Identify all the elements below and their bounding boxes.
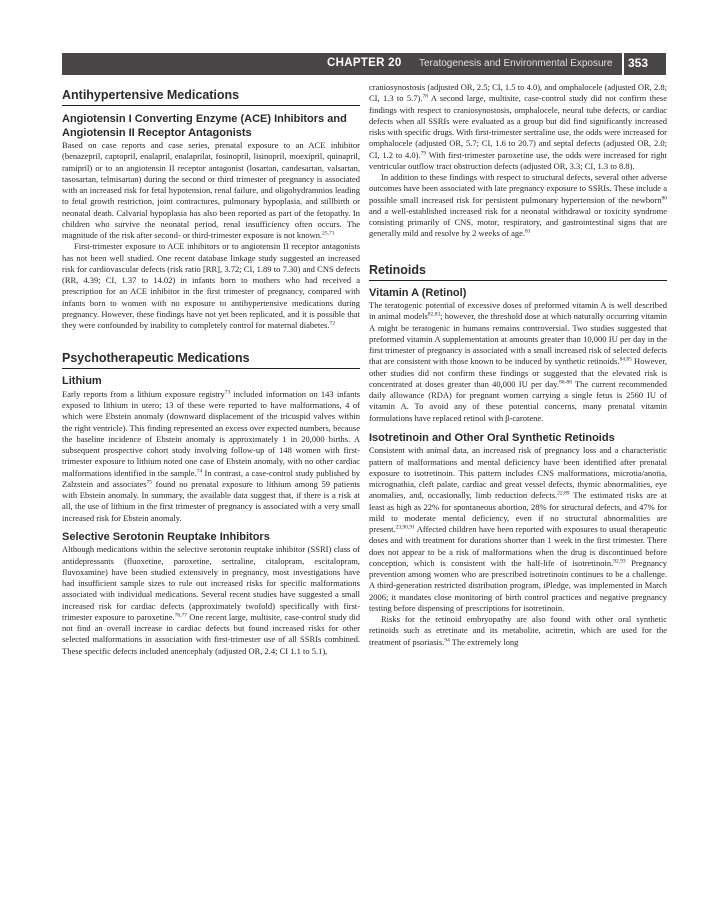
citation: 25,71 <box>322 230 335 237</box>
chapter-label: CHAPTER 20 <box>327 57 402 69</box>
paragraph: Risks for the retinoid embryopathy are also found with other oral synthetic retinoids such as etretinate and its metabolite, acitretin, which are used for the treatment of psoriasis.$^{94}$ The extremely long <box>369 614 667 647</box>
chapter-title: Teratogenesis and Environmental Exposure <box>419 58 613 69</box>
paragraph: In addition to these findings with respect to structural defects, several other adverse outcomes have been associated with late pregnancy exposure to SSRIs. These include a possible small increased risk for persistent pulmonary hypertension of the newborn$^{80}$ and a well-established increased risk for a neonatal withdrawal or toxicity syndrome consisting primarily of CNS, motor, respiratory, and gastrointestinal signs that are generally mild and resolve by 2 weeks of age.$^{81}$ <box>369 172 667 239</box>
subheading-ssri: Selective Serotonin Reuptake Inhibitors <box>62 530 270 543</box>
subheading-lithium: Lithium <box>62 375 102 388</box>
header-divider <box>622 53 624 75</box>
paragraph: Consistent with animal data, an increased risk of pregnancy loss and a characteristic pattern of malformations and mental deficiency have been identified after prenatal exposure to isotretinoin. This pattern includes CNS malformations, microtia/anotia, micrognathia, cleft palate, cardiac and great vessel defects, thymic abnormalities, eye anomalies, and, occasionally, limb reduction defects.$^{22,89}$ The estimated risks are at least as high as 22% for spontaneous abortion, 28% for structural defects, and 47% for mild to moderate mental deficiency, even if no structural abnormalities are present.$^{23,90,91}$ Affected children have been reported with exposures to usual therapeutic doses and with treatment for durations shorter than 1 week in the first trimester. There does not appear to be a risk of malformations when the drug is discontinued before conception, which is consistent with the half-life of isotretinoin.$^{92,93}$ Pregnancy prevention among women who are prescribed isotretinoin continues to be a challenge. A third-generation restricted distribution program, iPledge, was implemented in March 2006; it mandates close monitoring of birth control practices and negative pregnancy testing before dispensing of prescriptions for isotretinoin. <box>369 445 667 613</box>
section-heading-antihypertensive: Antihypertensive Medications <box>62 87 360 106</box>
page-number: 353 <box>628 56 649 70</box>
paragraph: Based on case reports and case series, prenatal exposure to an ACE inhibitor (benazepril, captopril, enalapril, enalaprilat, fosinopril, lisinopril, moexipril, quinapril, ramipril) or to an angiotensin II receptor antagonist (losartan, candesartan, valsartan, tasosartan, telmisartan) during the second or third trimester of pregnancy is associated with an increased risk for fetal hypotension, renal failure, and oligohydramnios leading to fetal growth restriction, joint contractures, pulmonary hypoplasia, and stillbirth or neonatal death. Calvarial hypoplasia has also been reported as part of the fetopathy. In children who survive the neonatal period, renal insufficiency often occurs. The magnitude of the risk after second- or third-trimester exposure is not known.$^{25,71}$ <box>62 140 360 240</box>
paragraph: Although medications within the selective serotonin reuptake inhibitor (SSRI) class of antidepressants (fluoxetine, paroxetine, sertraline, citalopram, escitalopram, fluvoxamine) have been studied extensively in pregnancy, most investigations have had insufficient sample sizes to rule out increased risks for specific malformations associated with individual medications. Several recent studies have suggested a small increased risk for cardiac defects (approximately twofold) specifically with first-trimester exposure to paroxetine.$^{76,77}$ One recent large, multisite, case-control study did not find an overall increase in cardiac defects but found increased risks for other selected malformations in association with first-trimester use of all SSRIs combined. These specific defects included anencephaly (adjusted OR, 2.4; CI 1.1 to 5.1), <box>62 544 360 656</box>
subheading-ace-inhibitors: Angiotensin I Converting Enzyme (ACE) Inhibitors and Angiotensin II Receptor Antagonists <box>62 113 347 139</box>
right-column <box>369 82 667 648</box>
paragraph: The teratogenic potential of excessive doses of preformed vitamin A is well described in animal models$^{82,83}$; however, the threshold dose at which naturally occurring vitamin A might be teratogenic in humans remains controversial. Two studies suggested that preformed vitamin A supplementation at amounts greater than 10,000 IU per day in the first trimester of pregnancy is associated with a small increased risk of selected defects that are consistent with those known to be induced by synthetic retinoids.$^{84,85}$ However, other studies did not confirm these findings or suggested that the elevated risk is concentrated at doses greater than 40,000 IU per day.$^{86-88}$ The current recommended daily allowance (RDA) for pregnant women carrying a single fetus is 2560 IU of vitamin A. To avoid any of these potential concerns, many prenatal vitamin formulations have replaced retinol with β-carotene. <box>369 300 667 423</box>
left-column <box>62 82 360 657</box>
citation: 72 <box>329 320 335 327</box>
paragraph: First-trimester exposure to ACE inhibitors or to angiotensin II receptor antagonists has not been well studied. One recent database linkage study suggested an increased risk for cardiovascular defects (risk ratio [RR], 3.72; CI, 1.89 to 7.30) and CNS defects (RR, 4.39; CI, 1.37 to 14.02) in infants born to mothers who had received a prescription for an ACE inhibitor in the first trimester of pregnancy, compared with infants born to women with no exposure to antihypertensive medications during pregnancy. However, these findings have not yet been replicated, and it is possible that they were confounded by inability to completely control for maternal diabetes.$^{72}$ <box>62 241 360 330</box>
section-heading-retinoids: Retinoids <box>369 262 667 281</box>
paragraph: Early reports from a lithium exposure registry$^{73}$ included information on 143 infants exposed to lithium in utero; 13 of these were reported to have malformations, 4 of which were Ebstein anomaly (downward displacement of the tricuspid valves within the right ventricle). This finding represented an excess over expected numbers, because the baseline incidence of Ebstein anomaly is approximately 1 in 20,000 births. A subsequent prospective cohort study involving follow-up of 148 women with first-trimester exposure to lithium noted one case of Ebstein anomaly, with no other cardiac malformations identified in the sample.$^{74}$ In contrast, a case-control study published by Zalzstein and associates$^{75}$ found no prenatal exposure to lithium among 59 patients with Ebstein anomaly. In summary, the available data suggest that, if there is a risk at all, the use of lithium in the first trimester of pregnancy is associated with a very small increased risk for Ebstein anomaly. <box>62 388 360 523</box>
paragraph: craniosynostosis (adjusted OR, 2.5; CI, 1.5 to 4.0), and omphalocele (adjusted OR, 2.8; CI, 1.3 to 5.7).$^{78}$ A second large, multisite, case-control study did not confirm these findings with respect to craniosynostosis, omphalocele, neural tube defects, or cardiac defects when all SSRIs were evaluated as a group but did find significantly increased risks with specific drugs. With first-trimester sertraline use, the odds were increased for omphalocele (adjusted OR, 5.7; CI, 1.6 to 20.7) and septal defects (adjusted OR, 2.0; CI, 1.2 to 4.0).$^{79}$ With first-trimester paroxetine use, the odds were increased for right ventricular outflow tract obstruction defects (adjusted OR, 3.3; CI, 1.3 to 8.8). <box>369 82 667 171</box>
section-heading-psychotherapeutic: Psychotherapeutic Medications <box>62 350 360 369</box>
subheading-isotretinoin: Isotretinoin and Other Oral Synthetic Retinoids <box>369 431 615 444</box>
subheading-vitamin-a: Vitamin A (Retinol) <box>369 286 467 299</box>
